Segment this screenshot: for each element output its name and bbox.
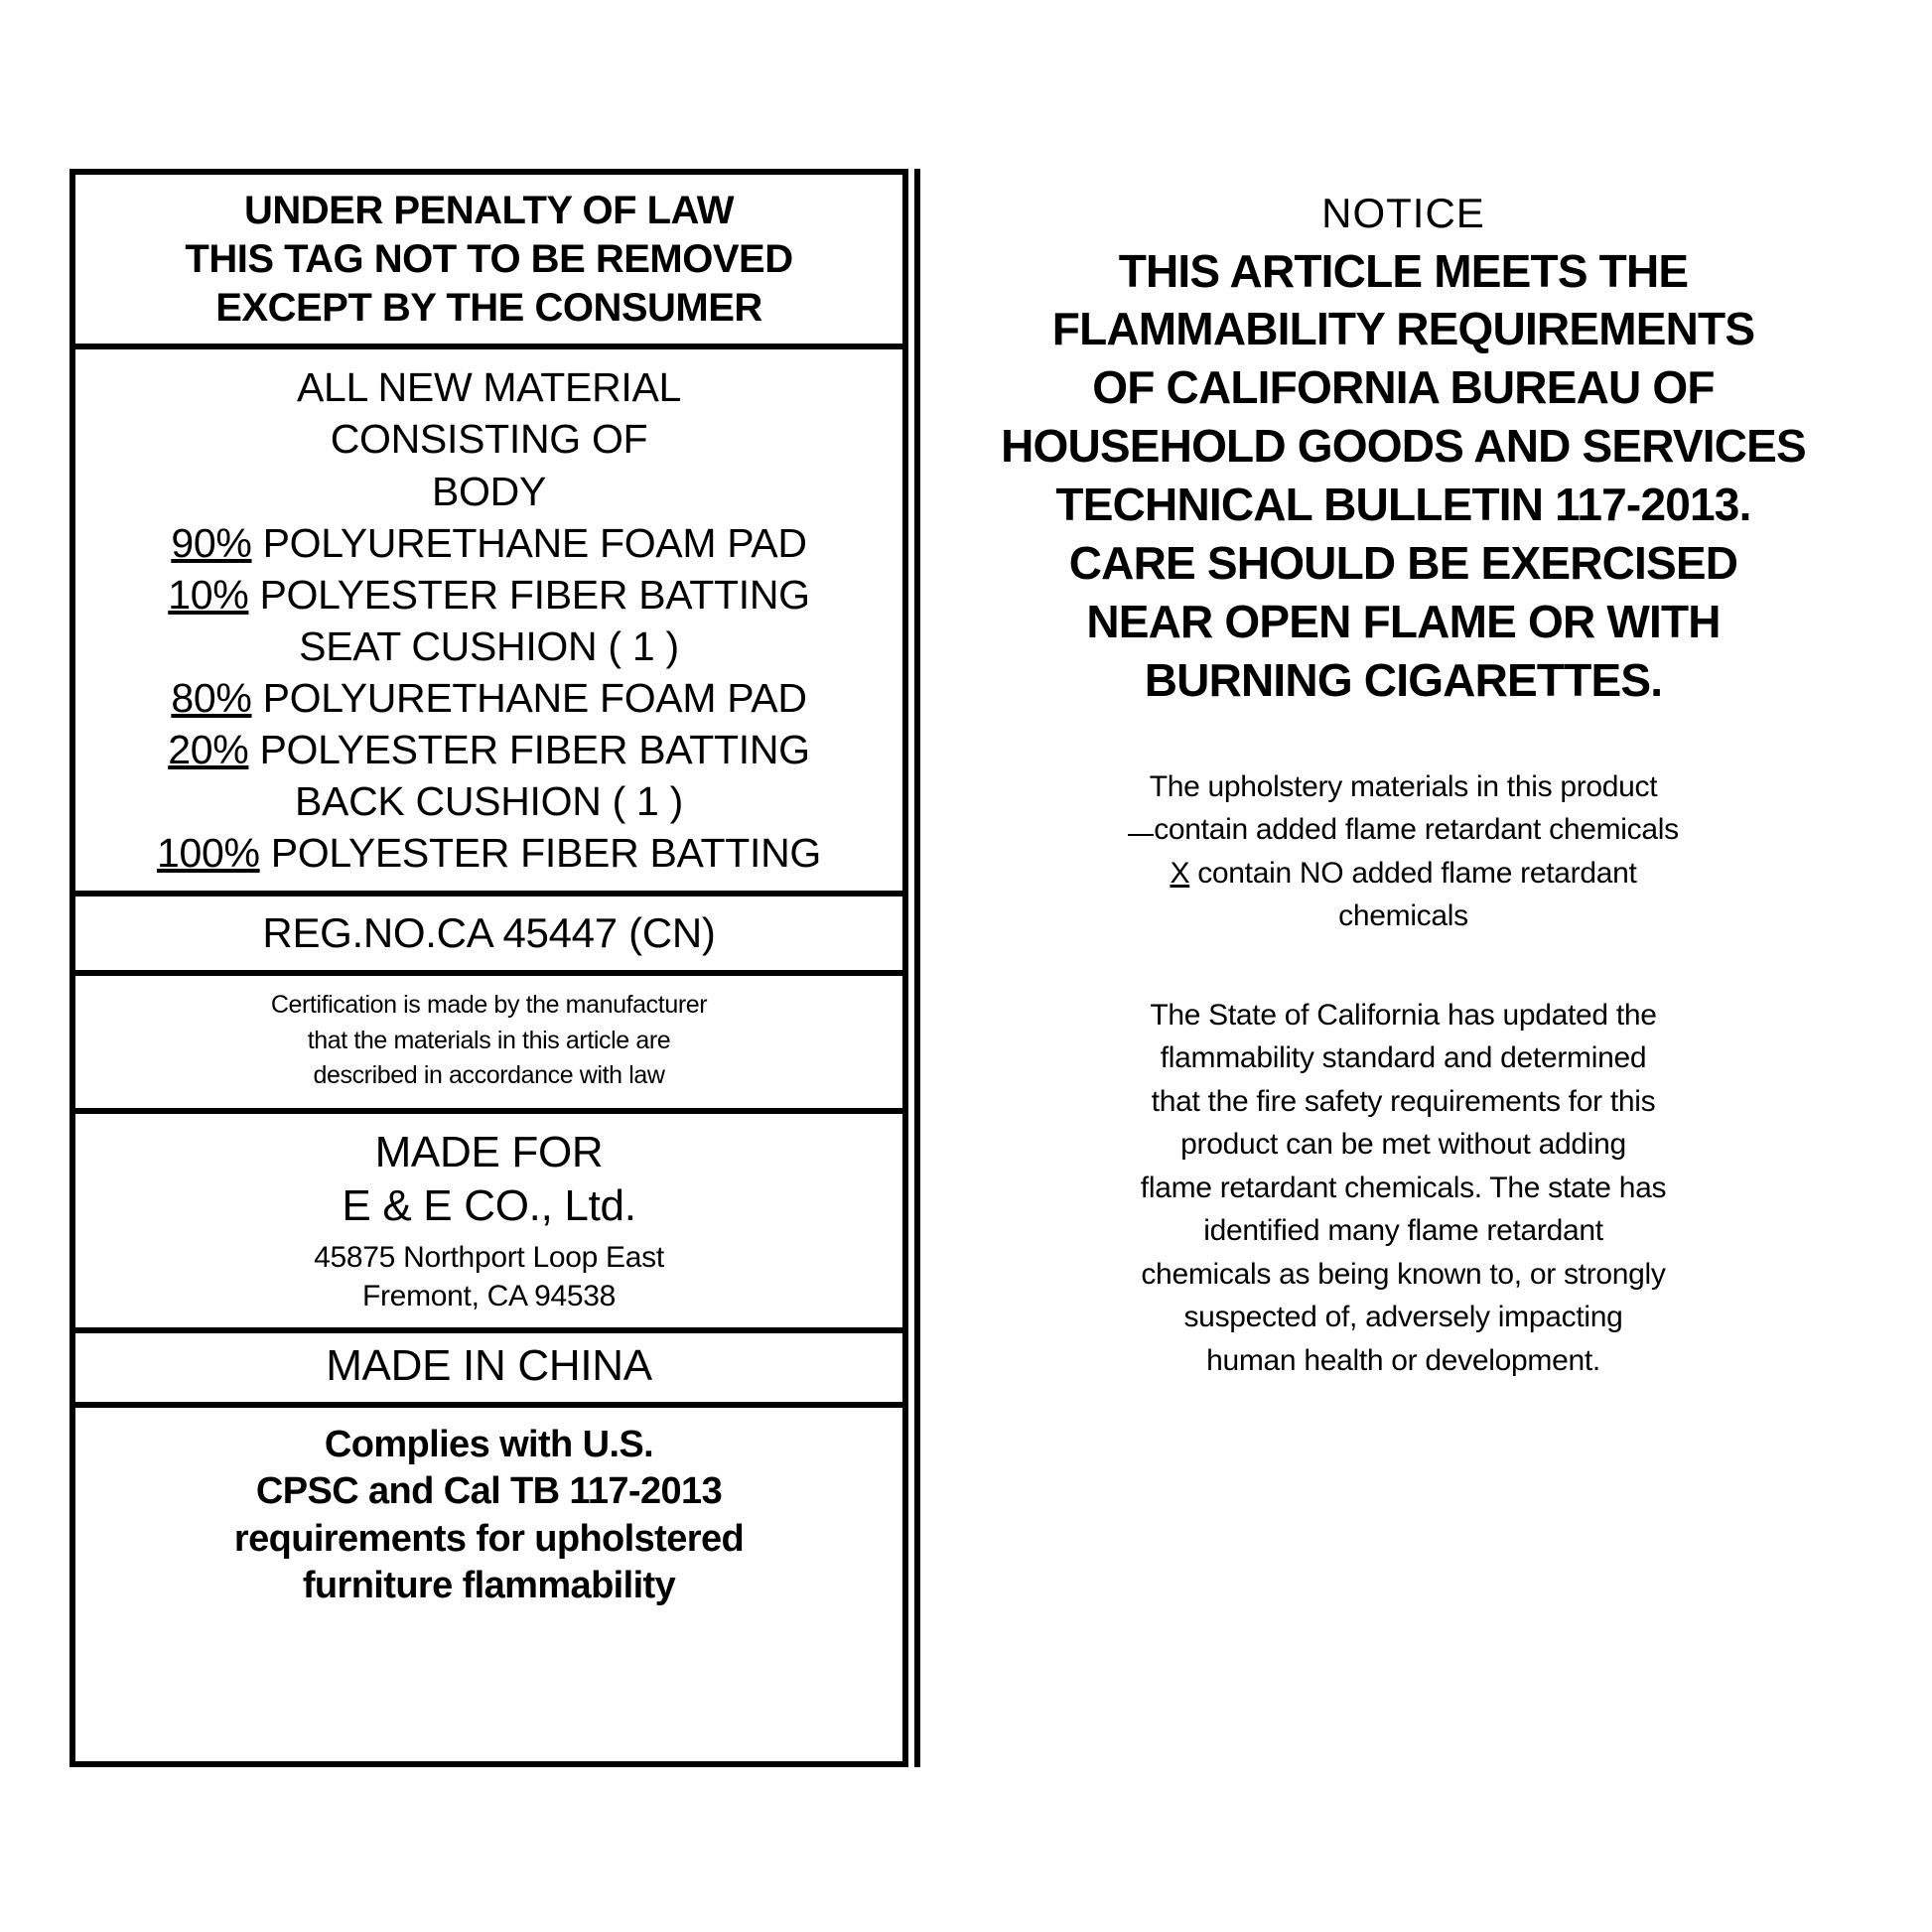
materials-heading-line: ALL NEW MATERIAL	[296, 364, 682, 411]
state-paragraph-line: chemicals as being known to, or strongly	[1141, 1257, 1666, 1291]
disclosure-option-unchecked	[966, 808, 1841, 852]
notice-body	[966, 242, 1841, 710]
body-material-percent: 10%	[168, 571, 249, 618]
state-paragraph-line: identified many flame retardant	[1203, 1214, 1603, 1248]
back-cushion-label: BACK CUSHION ( 1 )	[295, 777, 683, 824]
penalty-line: EXCEPT BY THE CONSUMER	[215, 285, 762, 330]
notice-heading: NOTICE	[1321, 190, 1485, 236]
back-material-name: POLYESTER FIBER BATTING	[259, 829, 822, 876]
notice-line: HOUSEHOLD GOODS AND SERVICES	[1001, 420, 1806, 473]
state-paragraph-line: flammability standard and determined	[1160, 1041, 1647, 1075]
certification-section	[75, 976, 902, 1114]
state-paragraph-line: product can be met without adding	[1180, 1128, 1626, 1162]
state-of-california-paragraph	[966, 994, 1841, 1383]
notice-line: THIS ARTICLE MEETS THE	[1118, 244, 1689, 297]
checkbox-blank[interactable]	[1128, 834, 1154, 836]
seat-material-percent: 20%	[168, 726, 249, 772]
seat-material-percent: 80%	[171, 674, 252, 721]
certification-line: that the materials in this article are	[307, 1026, 671, 1054]
certification-line: Certification is made by the manufacturer	[270, 991, 708, 1020]
materials-heading-line: CONSISTING OF	[330, 416, 648, 463]
back-material-item	[83, 827, 895, 879]
compliance-line: requirements for upholstered	[233, 1517, 745, 1560]
disclosure-option-checked-text: contain NO added flame retardant	[1189, 856, 1637, 890]
seat-material-name: POLYESTER FIBER BATTING	[248, 726, 810, 772]
certification-line: described in accordance with law	[313, 1061, 665, 1090]
disclosure-option-checked-cont: chemicals	[1338, 899, 1468, 933]
disclosure-intro: The upholstery materials in this product	[1149, 769, 1658, 803]
left-panel	[69, 169, 908, 1767]
disclosure-option-checked	[966, 852, 1841, 896]
body-material-name: POLYESTER FIBER BATTING	[248, 571, 810, 618]
state-paragraph-line: flame retardant chemicals. The state has	[1140, 1171, 1667, 1204]
made-in-country: MADE IN CHINA	[326, 1341, 652, 1391]
made-in-section	[75, 1333, 902, 1408]
seat-material-item	[83, 724, 895, 775]
state-paragraph-line: human health or development.	[1206, 1343, 1600, 1377]
notice-line: BURNING CIGARETTES.	[1144, 653, 1663, 706]
state-paragraph-line: suspected of, adversely impacting	[1183, 1301, 1623, 1334]
penalty-line: UNDER PENALTY OF LAW	[244, 189, 734, 232]
body-material-percent: 90%	[171, 519, 252, 566]
penalty-notice-section	[75, 175, 902, 349]
disclosure-option-unchecked-text: contain added flame retardant chemicals	[1154, 813, 1679, 847]
body-material-item	[83, 517, 895, 569]
compliance-section	[75, 1408, 902, 1626]
law-label-tag	[69, 169, 1866, 1767]
seat-cushion-label: SEAT CUSHION ( 1 )	[299, 622, 679, 669]
state-paragraph-line: that the fire safety requirements for this	[1151, 1084, 1656, 1118]
materials-heading-line: BODY	[432, 468, 546, 514]
registration-number: REG.NO.CA 45447 (CN)	[262, 909, 716, 957]
notice-line: NEAR OPEN FLAME OR WITH	[1086, 595, 1721, 647]
notice-line: CARE SHOULD BE EXERCISED	[1068, 536, 1738, 589]
made-for-company: E & E CO., Ltd.	[342, 1180, 636, 1230]
penalty-line: THIS TAG NOT TO BE REMOVED	[185, 236, 793, 281]
made-for-title: MADE FOR	[374, 1127, 604, 1176]
seat-material-name: POLYURETHANE FOAM PAD	[251, 674, 807, 721]
state-paragraph-line: The State of California has updated the	[1150, 998, 1657, 1032]
made-for-section	[75, 1114, 902, 1333]
made-for-address-line1: 45875 Northport Loop East	[314, 1241, 664, 1275]
checkbox-x-mark[interactable]: X	[1170, 856, 1190, 890]
right-panel	[920, 169, 1866, 1767]
made-for-address-line2: Fremont, CA 94538	[361, 1280, 617, 1313]
notice-line: FLAMMABILITY REQUIREMENTS	[1051, 303, 1755, 355]
materials-section	[75, 349, 902, 897]
seat-material-item	[83, 672, 895, 724]
compliance-line: Complies with U.S.	[324, 1423, 654, 1465]
flame-retardant-disclosure	[966, 765, 1841, 938]
notice-line: OF CALIFORNIA BUREAU OF	[1092, 361, 1715, 414]
body-material-name: POLYURETHANE FOAM PAD	[251, 519, 807, 566]
body-material-item	[83, 569, 895, 621]
back-material-percent: 100%	[156, 829, 260, 876]
registration-number-section	[75, 897, 902, 976]
compliance-line: CPSC and Cal TB 117-2013	[255, 1470, 723, 1513]
notice-line: TECHNICAL BULLETIN 117-2013.	[1055, 479, 1751, 531]
compliance-line: furniture flammability	[302, 1565, 676, 1607]
